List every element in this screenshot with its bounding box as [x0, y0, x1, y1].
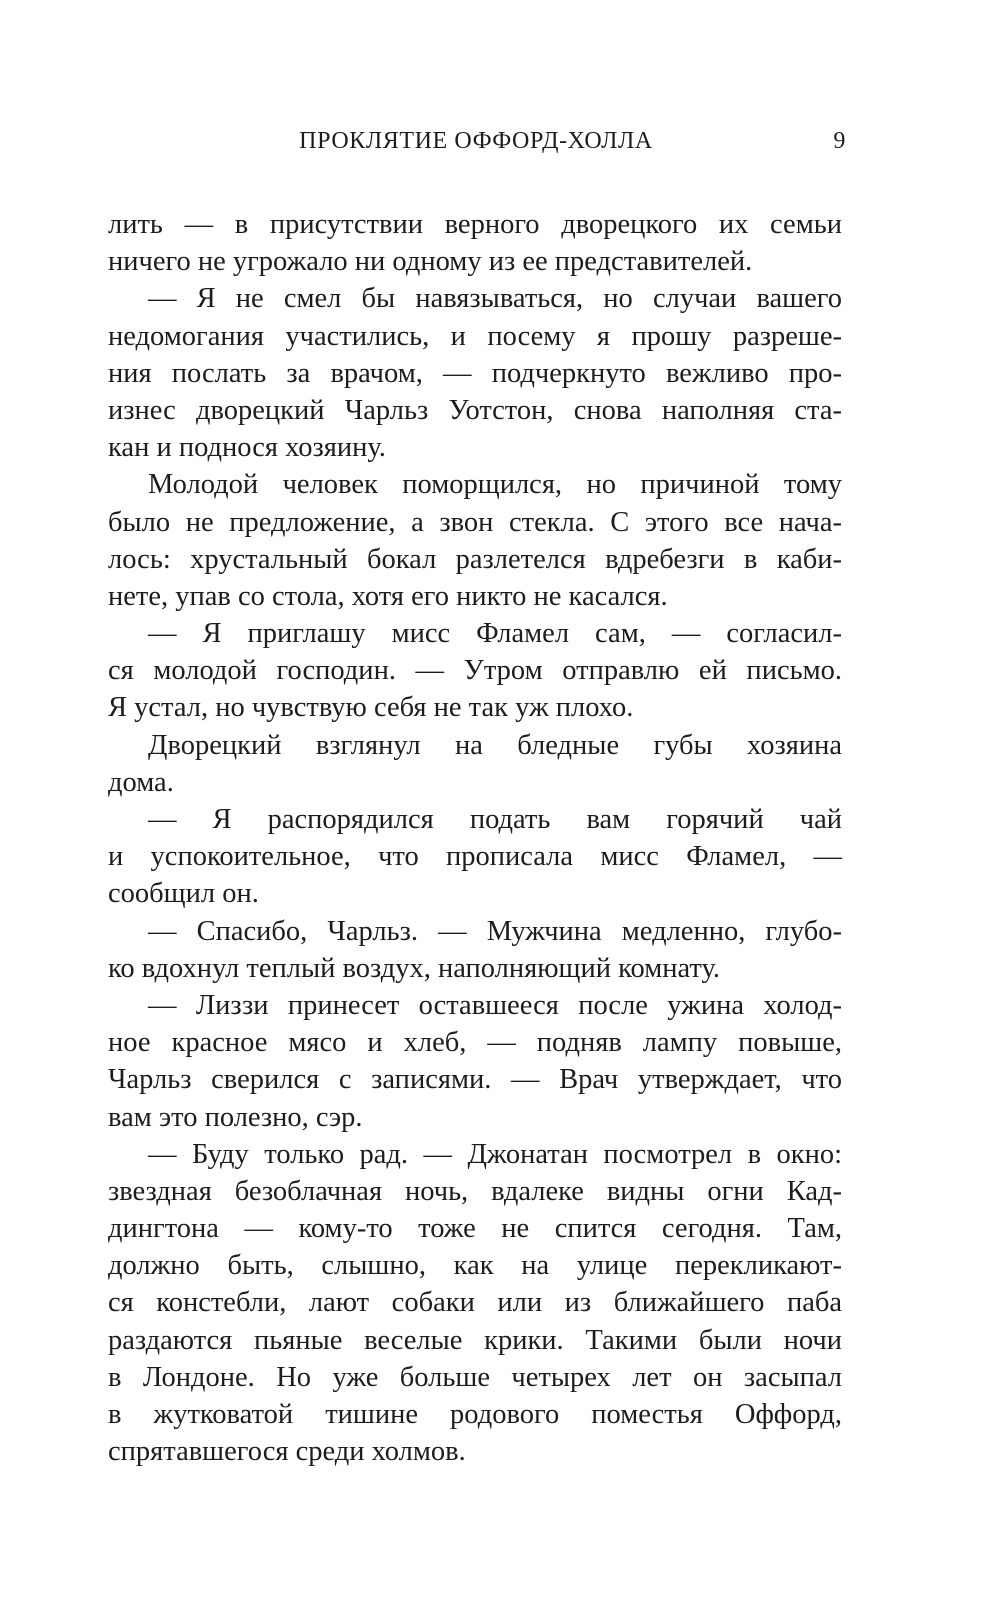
- text-line: звездная безоблачная ночь, вдалеке видны огни Кад-: [108, 1175, 842, 1207]
- text-line: дома.: [108, 766, 174, 798]
- text-line: Чарльз сверился с записями. — Врач утверждает, что: [108, 1064, 842, 1096]
- text-line: — Я приглашу мисс Фламел сам, — согласил-: [148, 618, 842, 650]
- text-line: ся констебли, лают собаки или из ближайшего паба: [108, 1287, 842, 1319]
- text-line: дингтона — кому-то тоже не спится сегодня. Там,: [108, 1213, 842, 1245]
- text-line: ничего не угрожало ни одному из ее представителей.: [108, 246, 753, 278]
- page-number: 9: [833, 128, 846, 154]
- text-line: кан и поднося хозяину.: [108, 432, 386, 464]
- text-line: сообщил он.: [108, 878, 259, 910]
- text-line: спрятавшегося среди холмов.: [108, 1436, 466, 1468]
- text-line: было не предложение, а звон стекла. С этого все нача-: [108, 506, 842, 538]
- text-line: лось: хрустальный бокал разлетелся вдребезги в каби-: [108, 543, 842, 575]
- body-text: [108, 206, 842, 1470]
- text-line: в жутковатой тишине родового поместья Оффорд,: [108, 1399, 842, 1430]
- text-line: в Лондоне. Но уже больше четырех лет он засыпал: [108, 1361, 842, 1393]
- text-line: Молодой человек поморщился, но причиной тому: [148, 469, 842, 501]
- running-head: [106, 128, 846, 168]
- text-line: нете, упав со стола, хотя его никто не касался.: [108, 580, 668, 612]
- text-line: Я устал, но чувствую себя не так уж плохо.: [108, 692, 634, 724]
- text-line: ко вдохнул теплый воздух, наполняющий комнату.: [108, 952, 721, 984]
- text-line: лить — в присутствии верного дворецкого их семьи: [108, 209, 842, 240]
- text-line: и успокоительное, что прописала мисс Фламел, —: [108, 841, 842, 873]
- text-line: Дворецкий взглянул на бледные губы хозяина: [148, 729, 842, 761]
- text-line: — Спасибо, Чарльз. — Мужчина медленно, глубо-: [148, 915, 842, 947]
- text-line: недомогания участились, и посему я прошу разреше-: [108, 320, 842, 352]
- text-line: ное красное мясо и хлеб, — подняв лампу повыше,: [108, 1027, 842, 1059]
- text-line: — Буду только рад. — Джонатан посмотрел в окно:: [148, 1138, 842, 1170]
- text-line: ся молодой господин. — Утром отправлю ей письмо.: [108, 655, 842, 687]
- text-line: вам это полезно, сэр.: [108, 1101, 363, 1133]
- text-line: изнес дворецкий Чарльз Уотстон, снова наполняя ста-: [108, 394, 842, 426]
- text-line: — Я распорядился подать вам горячий чай: [148, 804, 842, 835]
- text-line: — Я не смел бы навязываться, но случаи вашего: [148, 283, 842, 315]
- text-line: — Лиззи принесет оставшееся после ужина холод-: [148, 989, 842, 1021]
- running-title: ПРОКЛЯТИЕ ОФФОРД-ХОЛЛА: [299, 128, 653, 154]
- text-line: раздаются пьяные веселые крики. Такими были ночи: [108, 1324, 842, 1356]
- text-line: должно быть, слышно, как на улице перекликают-: [108, 1250, 842, 1282]
- text-line: ния послать за врачом, — подчеркнуто вежливо про-: [108, 357, 842, 389]
